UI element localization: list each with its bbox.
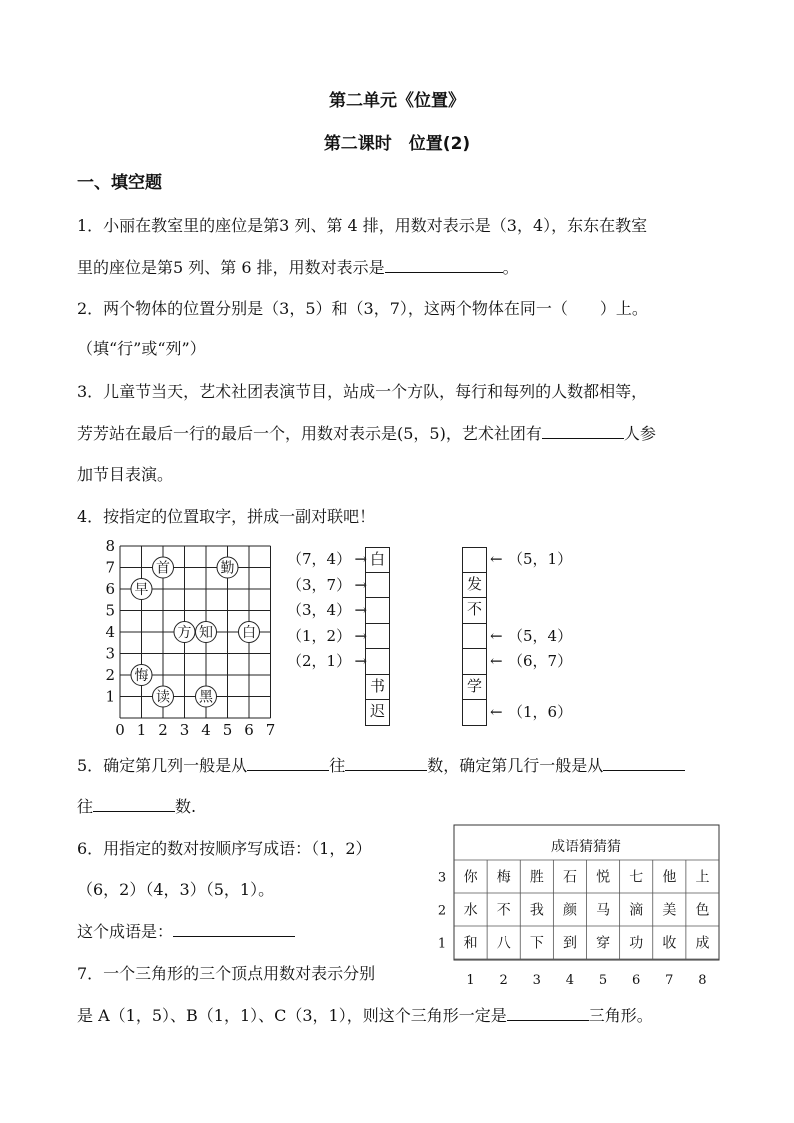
arrow-left-icon: ← bbox=[490, 550, 503, 568]
right-couplet-boxes bbox=[462, 547, 487, 726]
q3-line3: 加节目表演。 bbox=[77, 465, 174, 484]
idiom-cell: 和 bbox=[463, 935, 478, 952]
coord-label: （5，4） bbox=[508, 626, 573, 645]
couplet-box[interactable] bbox=[462, 649, 487, 675]
y-tick-label: 2 bbox=[105, 666, 115, 684]
idiom-col-label: 7 bbox=[665, 973, 674, 988]
q3-line2-end: 人参 bbox=[623, 424, 656, 443]
y-tick-label: 7 bbox=[105, 558, 115, 577]
couplet-box: 迟 bbox=[365, 700, 390, 726]
idiom-cell: 滴 bbox=[629, 902, 644, 919]
x-tick-label: 0 bbox=[115, 721, 125, 738]
q6-line2: （6，2）（4，3）（5，1）。 bbox=[77, 880, 275, 899]
right-couplet-label bbox=[490, 649, 572, 675]
idiom-cell: 八 bbox=[496, 935, 511, 952]
idiom-cell: 石 bbox=[562, 869, 577, 886]
idiom-cell: 胜 bbox=[529, 869, 544, 886]
right-couplet-label bbox=[490, 700, 572, 726]
left-couplet-labels bbox=[287, 547, 367, 675]
idiom-col-label: 8 bbox=[698, 973, 707, 988]
coord-label: （2，1） bbox=[287, 652, 352, 670]
y-tick-label: 6 bbox=[105, 580, 115, 598]
couplet-box: 白 bbox=[365, 547, 390, 573]
y-tick-label: 4 bbox=[105, 623, 115, 641]
idiom-cell: 穿 bbox=[596, 935, 611, 952]
coord-label: （1，2） bbox=[287, 626, 352, 645]
coord-label: （1，6） bbox=[508, 703, 573, 721]
q5-blank-1[interactable] bbox=[247, 754, 329, 771]
q3-line2-text: 芳芳站在最后一行的最后一个，用数对表示是(5，5)，艺术社团有 bbox=[77, 424, 542, 443]
q3-line1: 3．儿童节当天，艺术社团表演节目，站成一个方队，每行和每列的人数都相等， bbox=[77, 382, 648, 401]
piece-char: 方 bbox=[177, 625, 192, 641]
piece-char: 早 bbox=[134, 582, 149, 598]
q1-line2-end: 。 bbox=[502, 258, 519, 277]
idiom-cell: 颜 bbox=[562, 902, 577, 919]
q3-line2 bbox=[77, 421, 656, 444]
q6-answer-blank[interactable] bbox=[173, 920, 295, 937]
coord-label: （3，4） bbox=[287, 601, 352, 619]
coordinate-grid bbox=[100, 538, 285, 738]
idiom-cell: 水 bbox=[463, 902, 478, 919]
x-tick-label: 3 bbox=[179, 721, 190, 738]
left-couplet-label bbox=[287, 649, 367, 675]
left-couplet-label bbox=[287, 598, 367, 624]
right-couplet-label bbox=[490, 547, 572, 573]
idiom-cell: 梅 bbox=[496, 869, 511, 886]
q7-line2 bbox=[77, 1003, 653, 1026]
x-tick-label: 5 bbox=[222, 721, 233, 738]
idiom-col-label: 6 bbox=[632, 973, 641, 988]
q6-line3 bbox=[77, 919, 295, 942]
q5-line2 bbox=[77, 794, 196, 817]
idiom-col-label: 2 bbox=[499, 973, 508, 988]
y-tick-label: 5 bbox=[105, 601, 115, 620]
q7-line1: 7．一个三角形的三个顶点用数对表示分别 bbox=[77, 964, 376, 983]
idiom-col-label: 3 bbox=[532, 973, 541, 988]
idiom-row-label: 2 bbox=[437, 903, 447, 919]
coord-label: （6，7） bbox=[508, 652, 573, 670]
couplet-box[interactable] bbox=[462, 624, 487, 650]
q7-line2-end: 三角形。 bbox=[588, 1006, 653, 1025]
idiom-cell: 色 bbox=[695, 902, 710, 919]
x-tick-label: 4 bbox=[201, 721, 211, 738]
x-tick-label: 2 bbox=[158, 721, 168, 738]
idiom-row-labels bbox=[438, 871, 446, 952]
y-tick-label: 3 bbox=[105, 644, 115, 663]
arrow-right-icon: → bbox=[354, 626, 368, 645]
idiom-cell: 功 bbox=[629, 935, 644, 952]
idiom-cell: 成 bbox=[695, 935, 710, 952]
x-tick-label: 1 bbox=[136, 721, 147, 738]
idiom-row-label: 1 bbox=[437, 936, 447, 952]
arrow-right-icon: → bbox=[354, 575, 368, 594]
couplet-box: 书 bbox=[365, 675, 390, 701]
q6-line3-text: 这个成语是： bbox=[77, 922, 174, 941]
section-heading: 一、填空题 bbox=[77, 173, 162, 193]
couplet-box: 发 bbox=[462, 573, 487, 599]
arrow-right-icon: → bbox=[354, 652, 368, 670]
coord-label: （3，7） bbox=[287, 575, 352, 594]
couplet-box[interactable] bbox=[365, 649, 390, 675]
q5-line1 bbox=[77, 753, 685, 776]
idiom-table-grid bbox=[454, 860, 719, 959]
piece-char: 悔 bbox=[134, 668, 149, 684]
arrow-right-icon: → bbox=[354, 550, 368, 568]
couplet-box: 不 bbox=[462, 598, 487, 624]
arrow-left-icon: ← bbox=[490, 626, 503, 645]
q6-line1: 6．用指定的数对按顺序写成语：（1，2） bbox=[77, 839, 372, 858]
idiom-cell: 收 bbox=[662, 935, 677, 952]
q1-line1: 1．小丽在教室里的座位是第3 列、第 4 排，用数对表示是（3，4），东东在教室 bbox=[77, 216, 648, 235]
idiom-cell: 不 bbox=[496, 902, 511, 919]
q4-text: 4．按指定的位置取字，拼成一副对联吧！ bbox=[77, 507, 376, 526]
idiom-cell: 上 bbox=[695, 869, 710, 886]
idiom-cell: 到 bbox=[562, 935, 577, 952]
right-couplet-label bbox=[490, 624, 572, 650]
q5-blank-3[interactable] bbox=[603, 754, 685, 771]
couplet-box: 学 bbox=[462, 675, 487, 701]
left-couplet-label bbox=[287, 547, 367, 573]
q2-line1: 2．两个物体的位置分别是（3，5）和（3，7），这两个物体在同一（ ）上。 bbox=[77, 299, 648, 318]
idiom-cell: 我 bbox=[529, 902, 544, 919]
piece-char: 读 bbox=[156, 689, 170, 706]
piece-char: 勤 bbox=[220, 560, 235, 577]
idiom-cell: 你 bbox=[463, 869, 478, 886]
left-couplet-label bbox=[287, 573, 367, 599]
idiom-table bbox=[432, 822, 727, 992]
q5-text-1: 5．确定第几列一般是从 bbox=[77, 756, 248, 775]
piece-char: 知 bbox=[199, 625, 213, 641]
idiom-table-title: 成语猜猜猜 bbox=[551, 839, 621, 855]
idiom-cell: 七 bbox=[629, 869, 644, 886]
q5-text-4: 往 bbox=[77, 797, 94, 816]
idiom-cell: 悦 bbox=[596, 869, 611, 886]
q5-text-5: 数. bbox=[175, 797, 197, 816]
q1-answer-blank[interactable] bbox=[385, 256, 503, 273]
arrow-left-icon: ← bbox=[490, 703, 503, 721]
q5-text-3: 数，确定第几行一般是从 bbox=[427, 756, 604, 775]
arrow-left-icon: ← bbox=[490, 652, 503, 670]
x-tick-label: 6 bbox=[244, 721, 254, 738]
piece-char: 白 bbox=[242, 625, 256, 641]
idiom-col-label: 1 bbox=[466, 973, 475, 988]
piece-char: 黑 bbox=[199, 689, 213, 706]
q1-line2-text: 里的座位是第5 列、第 6 排，用数对表示是 bbox=[77, 258, 385, 277]
idiom-cell: 下 bbox=[529, 935, 544, 952]
q1-line2 bbox=[77, 255, 519, 278]
idiom-col-label: 5 bbox=[598, 973, 608, 988]
q2-line2: （填“行”或“列”） bbox=[77, 339, 206, 358]
q5-text-2: 往 bbox=[329, 756, 346, 775]
piece-char: 首 bbox=[156, 560, 170, 577]
left-couplet-boxes bbox=[365, 547, 390, 726]
idiom-col-label: 4 bbox=[565, 973, 575, 988]
idiom-col-labels bbox=[466, 973, 706, 988]
couplet-box[interactable] bbox=[462, 547, 487, 573]
left-couplet-label bbox=[287, 624, 367, 650]
couplet-box[interactable] bbox=[462, 700, 487, 726]
couplet-box[interactable] bbox=[365, 624, 390, 650]
idiom-cell: 他 bbox=[662, 869, 677, 886]
idiom-cell: 美 bbox=[662, 902, 677, 919]
arrow-right-icon: → bbox=[354, 601, 368, 619]
q5-blank-4[interactable] bbox=[93, 795, 175, 812]
y-tick-label: 1 bbox=[105, 687, 115, 706]
couplet-box[interactable] bbox=[365, 598, 390, 624]
coord-label: （5，1） bbox=[508, 550, 573, 568]
q7-answer-blank[interactable] bbox=[507, 1004, 589, 1021]
lesson-title: 第二课时 位置(2) bbox=[323, 134, 471, 154]
q5-blank-2[interactable] bbox=[345, 754, 427, 771]
q7-line2-text: 是 A（1，5）、B（1，1）、C（3，1），则这个三角形一定是 bbox=[77, 1006, 507, 1025]
unit-title: 第二单元《位置》 bbox=[329, 91, 465, 111]
couplet-box[interactable] bbox=[365, 573, 390, 599]
x-tick-label: 7 bbox=[265, 721, 276, 738]
coord-label: （7，4） bbox=[287, 550, 352, 568]
idiom-cell: 马 bbox=[596, 902, 611, 919]
q3-answer-blank[interactable] bbox=[542, 422, 624, 439]
y-tick-label: 8 bbox=[105, 538, 115, 555]
idiom-row-label: 3 bbox=[437, 870, 447, 886]
